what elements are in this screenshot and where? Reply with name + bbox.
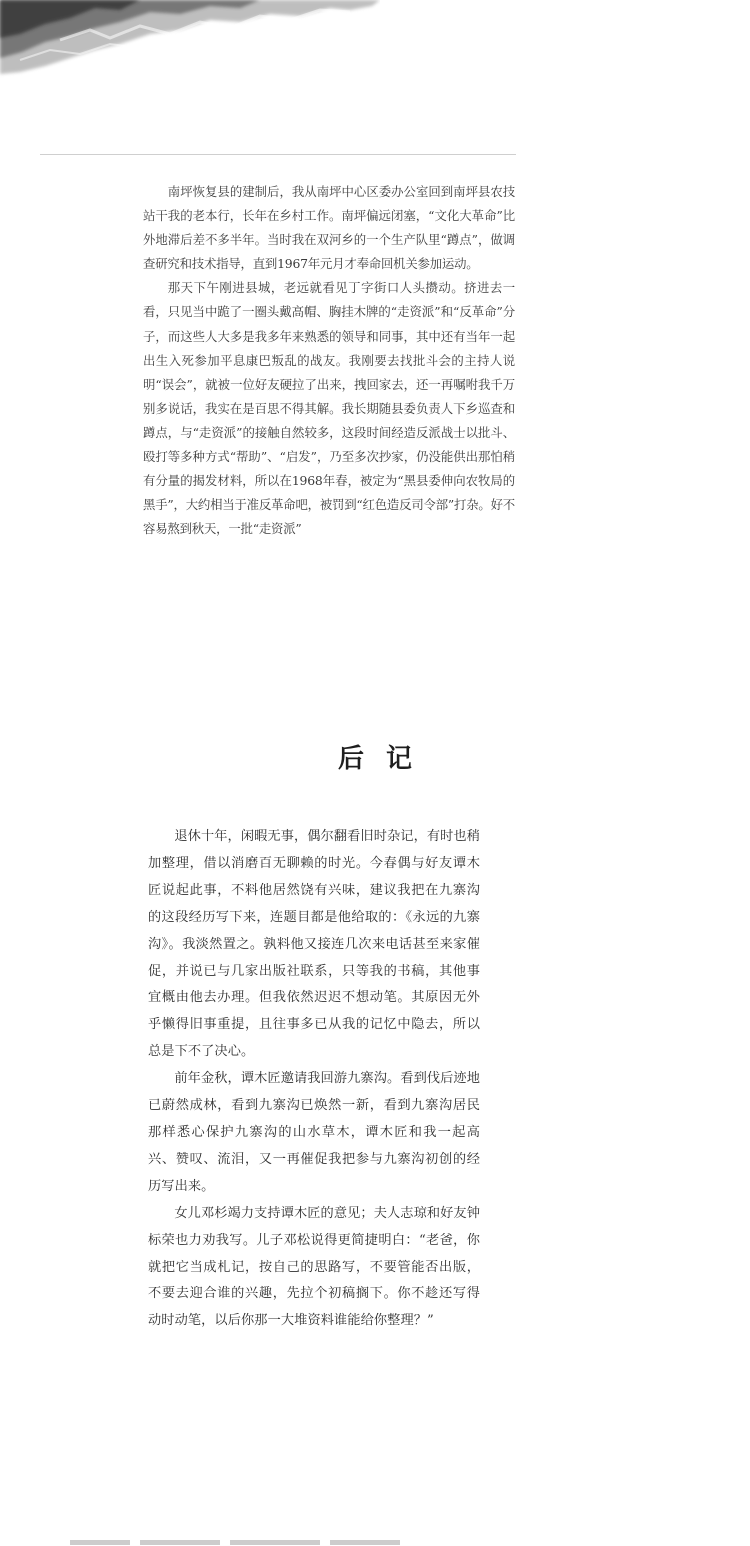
postscript-title: 后记 <box>338 744 435 774</box>
horizontal-divider <box>40 154 516 155</box>
ink-wash-mountain-image <box>0 0 380 90</box>
paragraph: 女儿邓杉竭力支持谭木匠的意见；夫人志琼和好友钟标荣也力劝我写。儿子邓松说得更简捷明白：“老爸，你就把它当成札记，按自己的思路写，不要管能否出版，不要去迎合谁的兴趣，先拉个初稿搁下。你不趁还写得动时动笔，以后你那一大堆资料谁能给你整理？” <box>148 1205 481 1329</box>
paragraph: 那天下午刚进县城，老远就看见丁字街口人头攒动。挤进去一看，只见当中跪了一圈头戴高帽、胸挂木牌的“走资派”和“反革命”分子，而这些人大多是我多年来熟悉的领导和同事，其中还有当年一起出生入死参加平息康巴叛乱的战友。我刚要去找批斗会的主持人说明“误会”，就被一位好友硬拉了出来，拽回家去，还一再嘱咐我千万别多说话，我实在是百思不得其解。我长期随县委负责人下乡巡查和蹲点，与“走资派”的接触自然较多，这段时间经造反派战士以批斗、殴打等多种方式“帮助”、“启发”，乃至多次抄家，仍没能供出那怕稍有分量的揭发材料，所以在1968年春，被定为“黑县委伸向农牧局的黑手”，大约相当于准反革命吧，被罚到“红色造反司令部”打杂。好不容易熬到秋天，一批“走资派” <box>143 280 515 537</box>
paragraph: 南坪恢复县的建制后，我从南坪中心区委办公室回到南坪县农技站干我的老本行，长年在乡村工作。南坪偏远闭塞，“文化大革命”比外地滞后差不多半年。当时我在双河乡的一个生产队里“蹲点”，做调查研究和技术指导，直到1967年元月才奉命回机关参加运动。 <box>143 184 515 272</box>
postscript-text-section <box>148 824 480 1335</box>
paragraph: 退休十年，闲暇无事，偶尔翻看旧时杂记，有时也稍加整理，借以消磨百无聊赖的时光。今春偶与好友谭木匠说起此事，不料他居然饶有兴味，建议我把在九寨沟的这段经历写下来，连题目都是他给取的：《永远的九寨沟》。我淡然置之。孰料他又接连几次来电话甚至来家催促，并说已与几家出版社联系，只等我的书稿，其他事宜概由他去办理。但我依然迟迟不想动笔。其原因无外乎懒得旧事重提，且往事多已从我的记忆中隐去，所以总是下不了决心。 <box>148 829 481 1060</box>
paragraph: 前年金秋，谭木匠邀请我回游九寨沟。看到伐后迹地已蔚然成林，看到九寨沟已焕然一新，看到九寨沟居民那样悉心保护九寨沟的山水草木，谭木匠和我一起高兴、赞叹、流泪，又一再催促我把参与九寨沟初创的经历写出来。 <box>148 1071 481 1194</box>
bottom-cutoff-text-line <box>70 1538 490 1546</box>
top-text-section <box>143 180 515 541</box>
